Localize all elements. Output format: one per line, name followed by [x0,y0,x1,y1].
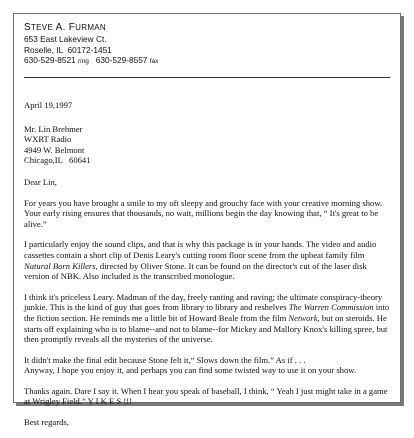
name-middle: A. [53,22,69,33]
letterhead-rule [24,77,390,78]
recipient-line: Mr. Lin Brehmer [24,123,83,134]
sender-street: 653 East Lakeview Ct. [24,34,107,44]
salutation: Dear Lin, [24,176,57,187]
recipient-line: Chicago,IL 60641 [24,155,91,166]
paragraph-5: Thanks again. Dare I say it. When I hear you speak of baseball, I think, “ Yeah I just might take in a game at Wrigley Field.” Y I K E S !!! [24,385,388,407]
fax-label: fax [149,58,159,65]
paragraph-3 [24,292,392,345]
sender-phones [24,55,390,68]
letter-date: April 19,1997 [24,100,73,110]
p2-text-b: , directed by Oliver Stone. It can be found on the director's cut of the laser disk version of NBK. Also included is the transcribed monologue. [24,260,367,282]
letter-body [24,100,392,438]
recipient-line: WXRT Radio [24,134,72,145]
p3-text-a: I think it's priceless Leary. Madman of the day, freely ranting and raving; the ultimate conspiracy-theory junkie. This is the kind of guy that goes from library to library and reshelves [24,291,383,313]
film-title-natural-born-killers: Natural Born Killers [24,260,96,271]
paragraph-1: For years you have brought a smile to my oft sleepy and grouchy face with your creative morning show. Your early rising ensures that thousands, no wait, millions begin the day knowing that, “ It's great to be alive.” [24,197,383,229]
film-title-network: Network [288,312,318,323]
p3-text-c: , but on steroids. He starts off explaining who is to blame--and not to blame--for Mickey and Mallory Knox's killing spree, but then promptly reveals all the mysteries of the universe. [24,312,388,345]
recipient-line: 4949 W. Belmont [24,144,85,155]
sender-city: Roselle, IL 60172-1451 [24,44,112,55]
name-initial-last: F [68,22,76,33]
p4-line-1: It didn't make the final edit because Stone felt it,“ Slows down the film.” As if . . . [24,354,306,365]
p4-line-2: Anyway, I hope you enjoy it, and perhaps you can find some twisted way to use it on your show. [24,365,357,376]
closing: Best regards, [24,417,69,428]
letterhead [24,22,390,68]
phone-fax: 630-529-8557 [95,55,148,65]
p2-text-a: I particularly enjoy the sound clips, and that is why this package is in your hands. The video and audio cassettes contain a short clip of Denis Leary's cutting room floor scene from the upbeat family film [24,239,377,260]
sender-name [24,22,390,34]
book-title-warren-commission: The Warren Commission [288,302,374,313]
letter-page [13,13,401,428]
ring-label: ring [77,58,89,65]
paragraph-2 [24,239,392,281]
phone-ring: 630-529-8521 [24,55,76,65]
recipient-address [24,124,392,166]
name-initial-first: S [24,22,31,33]
paragraph-4 [24,355,392,376]
p3-text-b: into the fiction section. He reminds me a little bit of Howard Beale from the film [24,302,390,323]
name-first-rest: TEVE [30,23,54,32]
name-last-rest: URMAN [75,23,107,32]
